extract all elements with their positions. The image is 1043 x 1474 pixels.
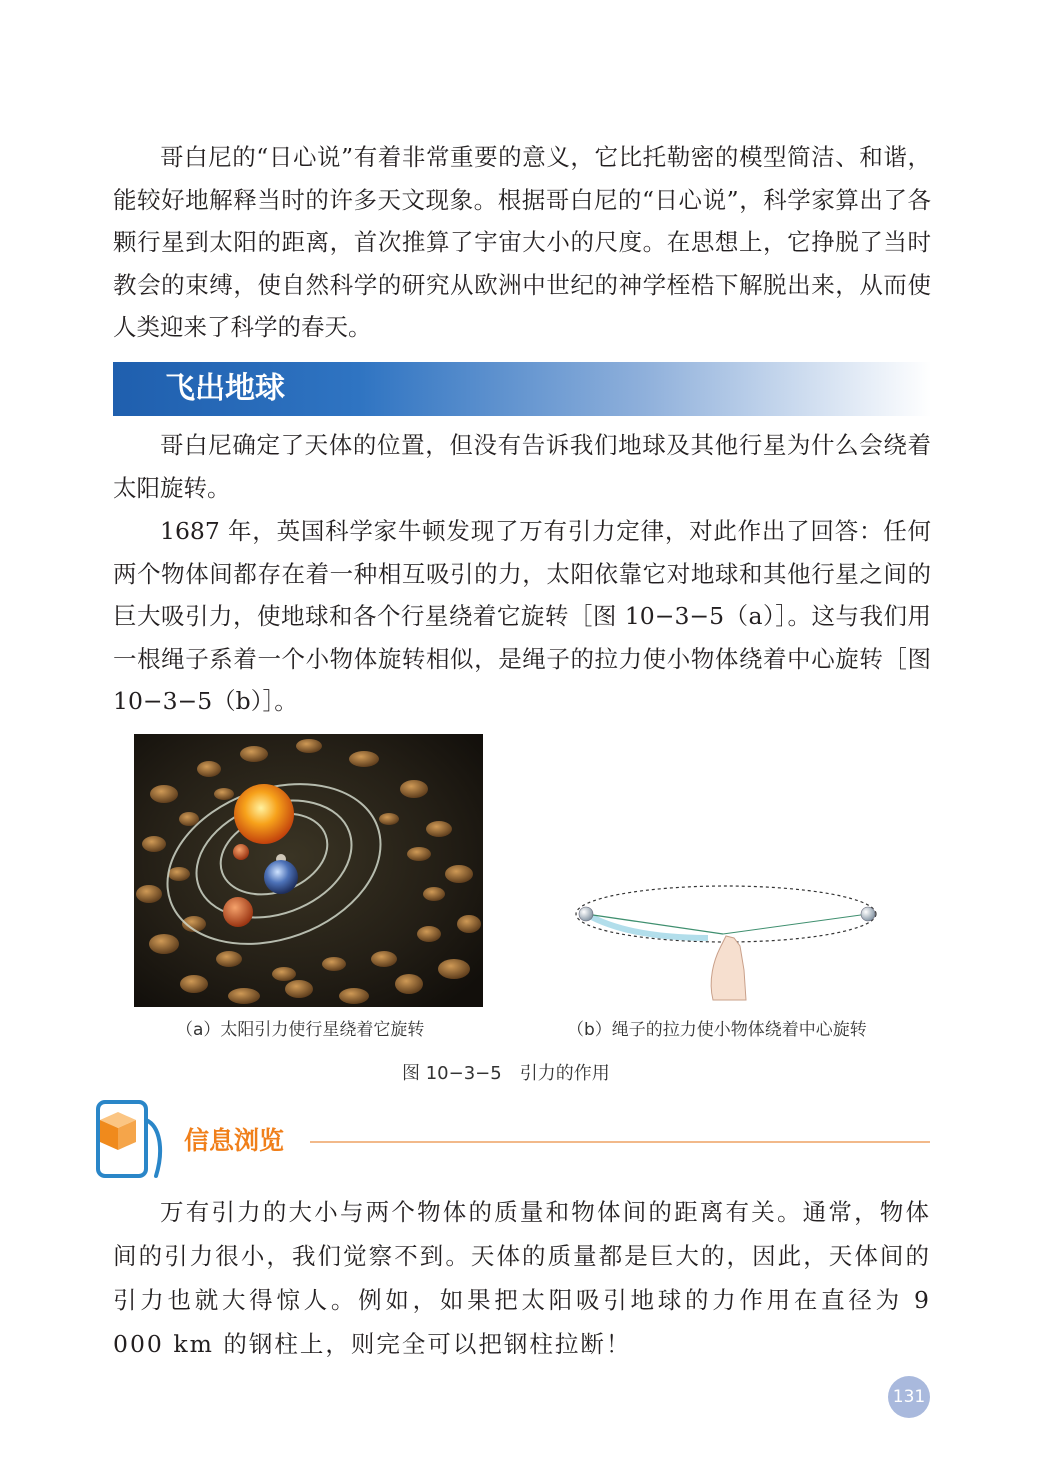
caption-b: （b）绳子的拉力使小物体绕着中心旋转: [567, 1020, 867, 1040]
info-divider: [310, 1141, 930, 1143]
info-paragraph: 万有引力的大小与两个物体的质量和物体间的距离有关。通常，物体间的引力很小，我们觉察不到。天体的质量都是巨大的，因此，天体间的引力也就大得惊人。例如，如果把太阳吸引地球的力作用在直径为 9 000 km 的钢柱上，则完全可以把钢柱拉断！: [113, 1198, 931, 1358]
sun-icon: [234, 784, 294, 844]
section-title: 飞出地球: [165, 371, 285, 406]
solar-system-image: [134, 734, 483, 1007]
caption-a: （a）太阳引力使行星绕着它旋转: [176, 1020, 425, 1040]
phone-box-icon: [76, 1098, 168, 1182]
paragraph-newton: 1687 年，英国科学家牛顿发现了万有引力定律，对此作出了回答：任何两个物体间都存在着一种相互吸引的力，太阳依靠它对地球和其他行星之间的巨大吸引力，使地球和各个行星绕着它旋转［图 10−3−5（a）］。这与我们用一根绳子系着一个小物体旋转相似，是绳子的拉力使小物体绕着中心旋转［图 10−3−5（b）］。: [113, 517, 931, 715]
section-header: [113, 362, 931, 416]
figure-title: 图 10−3−5 引力的作用: [402, 1063, 610, 1084]
paragraph-copernicus: 哥白尼确定了天体的位置，但没有告诉我们地球及其他行星为什么会绕着太阳旋转。: [113, 431, 931, 502]
page-number: 131: [888, 1376, 930, 1418]
earth-icon: [264, 860, 298, 894]
rope-rotation-diagram: [568, 860, 888, 1010]
paragraph-heliocentric: 哥白尼的“日心说”有着非常重要的意义，它比托勒密的模型简洁、和谐，能较好地解释当时的许多天文现象。根据哥白尼的“日心说”，科学家算出了各颗行星到太阳的距离，首次推算了宇宙大小的尺度。在思想上，它挣脱了当时教会的束缚，使自然科学的研究从欧洲中世纪的神学桎梏下解脱出来，从而使人类迎来了科学的春天。: [113, 143, 931, 341]
hand-icon: [711, 936, 746, 1000]
info-title: 信息浏览: [184, 1126, 285, 1155]
